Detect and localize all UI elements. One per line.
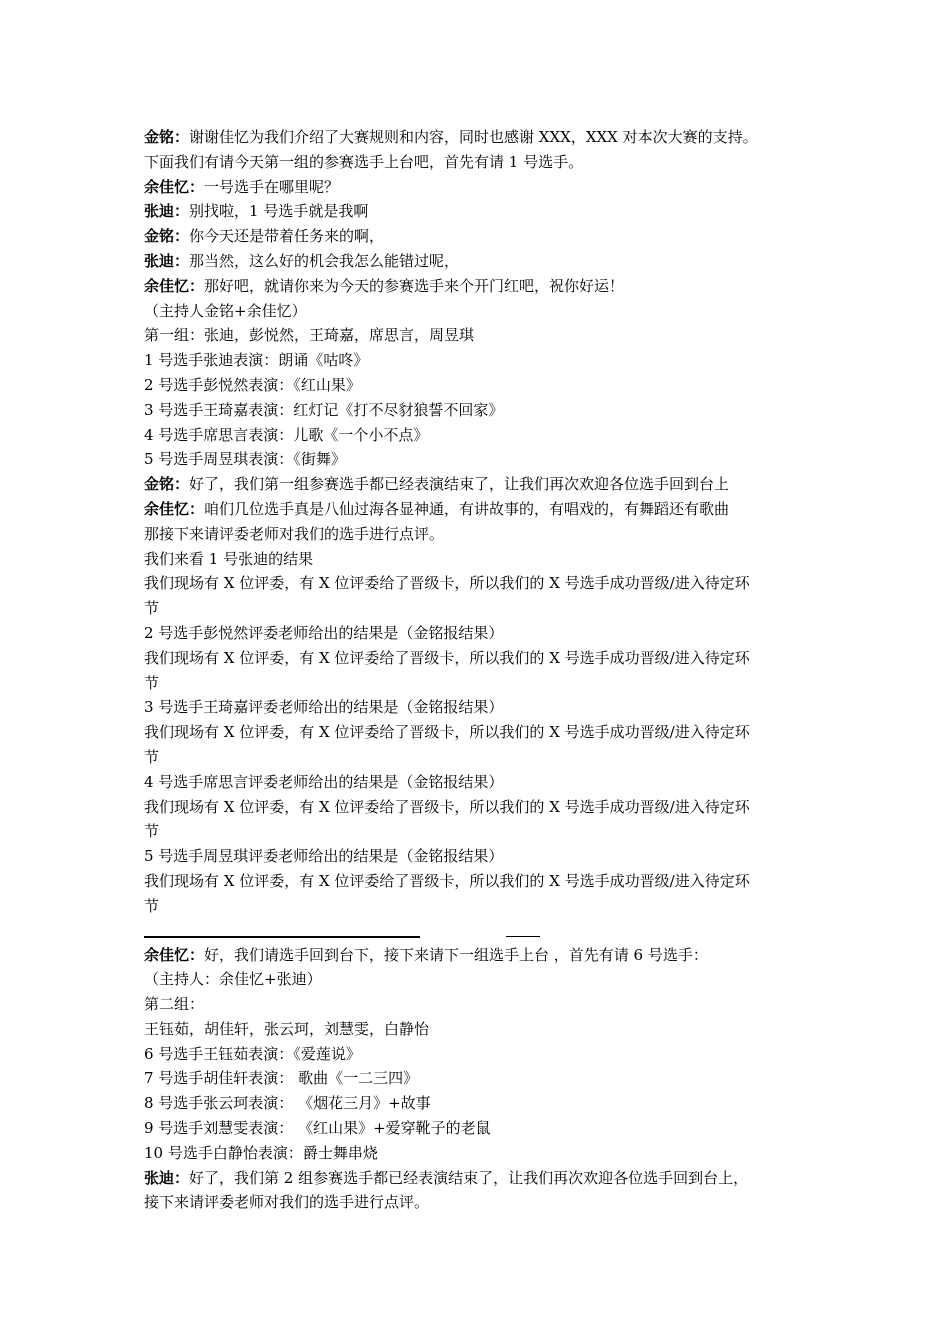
line-text: 节 xyxy=(144,747,160,766)
line-text: 接下来请评委老师对我们的选手进行点评。 xyxy=(144,1193,430,1212)
line-text: 下面我们有请今天第一组的参赛选手上台吧，首先有请 1 号选手。 xyxy=(144,152,584,171)
line-text: 9 号选手刘慧雯表演： 《红山果》+爱穿靴子的老鼠 xyxy=(144,1119,491,1138)
line-text: 我们现场有 X 位评委，有 X 位评委给了晋级卡，所以我们的 X 号选手成功晋级/进入待定环 xyxy=(144,574,750,593)
line-text: （主持人：余佳忆+张迪） xyxy=(144,970,322,989)
line-text: 我们现场有 X 位评委，有 X 位评委给了晋级卡，所以我们的 X 号选手成功晋级/进入待定环 xyxy=(144,648,750,667)
line-text: 那当然，这么好的机会我怎么能错过呢， xyxy=(189,251,460,270)
line-text: 4 号选手席思言评委老师给出的结果是（金铭报结果） xyxy=(144,772,504,791)
script-line xyxy=(144,1042,816,1067)
line-text: 好了，我们第一组参赛选手都已经表演结束了，让我们再次欢迎各位选手回到台上 xyxy=(189,475,730,494)
script-section-group-1 xyxy=(144,125,816,919)
line-text: 咱们几位选手真是八仙过海各显神通，有讲故事的，有唱戏的，有舞蹈还有歌曲 xyxy=(204,499,730,518)
script-line xyxy=(144,1066,816,1091)
speaker-name: 金铭： xyxy=(144,475,190,494)
script-section-group-2 xyxy=(144,943,816,1216)
line-text: 我们现场有 X 位评委，有 X 位评委给了晋级卡，所以我们的 X 号选手成功晋级/进入待定环 xyxy=(144,797,750,816)
script-line xyxy=(144,348,816,373)
line-text: 王钰茹，胡佳轩，张云珂，刘慧雯，白静怡 xyxy=(144,1019,430,1038)
script-line xyxy=(144,522,816,547)
script-line xyxy=(144,472,816,497)
script-line xyxy=(144,745,816,770)
line-text: 10 号选手白静怡表演：爵士舞串烧 xyxy=(144,1143,378,1162)
script-line xyxy=(144,398,816,423)
script-line xyxy=(144,720,816,745)
line-text: 5 号选手周昱琪评委老师给出的结果是（金铭报结果） xyxy=(144,847,504,866)
line-text: 第一组：张迪，彭悦然，王琦嘉，席思言，周昱琪 xyxy=(144,326,475,345)
speaker-name: 金铭： xyxy=(144,128,190,146)
script-line xyxy=(144,150,816,175)
line-text: 2 号选手彭悦然表演：《红山果》 xyxy=(144,375,361,394)
script-line xyxy=(144,992,816,1017)
speaker-name: 张迪： xyxy=(144,1168,190,1187)
line-text: 节 xyxy=(144,673,160,692)
script-line xyxy=(144,199,816,224)
script-line xyxy=(144,671,816,696)
script-line xyxy=(144,943,816,968)
line-text: 那好吧，就请你来为今天的参赛选手来个开门红吧，祝你好运！ xyxy=(204,276,625,295)
script-line xyxy=(144,299,816,324)
script-line xyxy=(144,274,816,299)
line-text: 我们现场有 X 位评委，有 X 位评委给了晋级卡，所以我们的 X 号选手成功晋级/进入待定环 xyxy=(144,871,750,890)
speaker-name: 余佳忆： xyxy=(144,945,205,964)
line-text: 我们来看 1 号张迪的结果 xyxy=(144,549,314,568)
line-text: 3 号选手王琦嘉表演：红灯记《打不尽豺狼誓不回家》 xyxy=(144,400,504,419)
line-text: 8 号选手张云珂表演： 《烟花三月》+故事 xyxy=(144,1094,431,1113)
document-page xyxy=(144,125,816,1215)
script-line xyxy=(144,621,816,646)
divider-line-long xyxy=(144,936,420,938)
line-text: 5 号选手周昱琪表演：《街舞》 xyxy=(144,450,346,469)
speaker-name: 张迪： xyxy=(144,202,190,221)
script-line xyxy=(144,224,816,249)
line-text: 2 号选手彭悦然评委老师给出的结果是（金铭报结果） xyxy=(144,623,504,642)
script-line xyxy=(144,497,816,522)
line-text: 节 xyxy=(144,896,160,915)
speaker-name: 余佳忆： xyxy=(144,276,205,295)
script-line xyxy=(144,1017,816,1042)
line-text: 6 号选手王钰茹表演：《爱莲说》 xyxy=(144,1044,361,1063)
script-line xyxy=(144,1141,816,1166)
line-text: 3 号选手王琦嘉评委老师给出的结果是（金铭报结果） xyxy=(144,698,504,717)
script-line xyxy=(144,894,816,919)
line-text: 一号选手在哪里呢？ xyxy=(204,177,340,196)
script-line xyxy=(144,423,816,448)
script-line xyxy=(144,1116,816,1141)
speaker-name: 金铭： xyxy=(144,227,190,246)
script-line xyxy=(144,795,816,820)
script-line xyxy=(144,1190,816,1215)
line-text: 我们现场有 X 位评委，有 X 位评委给了晋级卡，所以我们的 X 号选手成功晋级/进入待定环 xyxy=(144,723,750,742)
script-line xyxy=(144,447,816,472)
script-line xyxy=(144,869,816,894)
script-line xyxy=(144,770,816,795)
script-line xyxy=(144,249,816,274)
line-text: 好，我们请选手回到台下，接下来请下一组选手上台 ，首先有请 6 号选手： xyxy=(204,945,708,964)
speaker-name: 张迪： xyxy=(144,251,190,270)
script-line xyxy=(144,547,816,572)
script-line xyxy=(144,819,816,844)
script-line xyxy=(144,646,816,671)
line-text: 7 号选手胡佳轩表演： 歌曲《一二三四》 xyxy=(144,1069,419,1088)
script-line xyxy=(144,695,816,720)
script-line xyxy=(144,1166,816,1191)
line-text: 你今天还是带着任务来的啊， xyxy=(189,227,385,246)
line-text: 节 xyxy=(144,822,160,841)
script-line xyxy=(144,1091,816,1116)
line-text: 别找啦，1 号选手就是我啊 xyxy=(189,202,369,221)
script-line xyxy=(144,373,816,398)
script-line xyxy=(144,596,816,621)
section-divider xyxy=(144,919,816,943)
script-line xyxy=(144,323,816,348)
line-text: 那接下来请评委老师对我们的选手进行点评。 xyxy=(144,524,445,543)
speaker-name: 余佳忆： xyxy=(144,499,205,518)
line-text: 1 号选手张迪表演：朗诵《咕咚》 xyxy=(144,351,369,370)
line-text: 谢谢佳忆为我们介绍了大赛规则和内容，同时也感谢 XXX，XXX 对本次大赛的支持。 xyxy=(189,128,758,146)
script-line xyxy=(144,125,816,150)
line-text: 节 xyxy=(144,599,160,618)
script-line xyxy=(144,175,816,200)
line-text: 好了，我们第 2 组参赛选手都已经表演结束了，让我们再次欢迎各位选手回到台上， xyxy=(189,1168,749,1187)
line-text: 第二组： xyxy=(144,995,205,1014)
script-line xyxy=(144,844,816,869)
divider-line-short xyxy=(506,936,540,937)
speaker-name: 余佳忆： xyxy=(144,177,205,196)
line-text: （主持人金铭+余佳忆） xyxy=(144,301,307,320)
line-text: 4 号选手席思言表演：儿歌《一个小不点》 xyxy=(144,425,429,444)
script-line xyxy=(144,967,816,992)
script-line xyxy=(144,571,816,596)
